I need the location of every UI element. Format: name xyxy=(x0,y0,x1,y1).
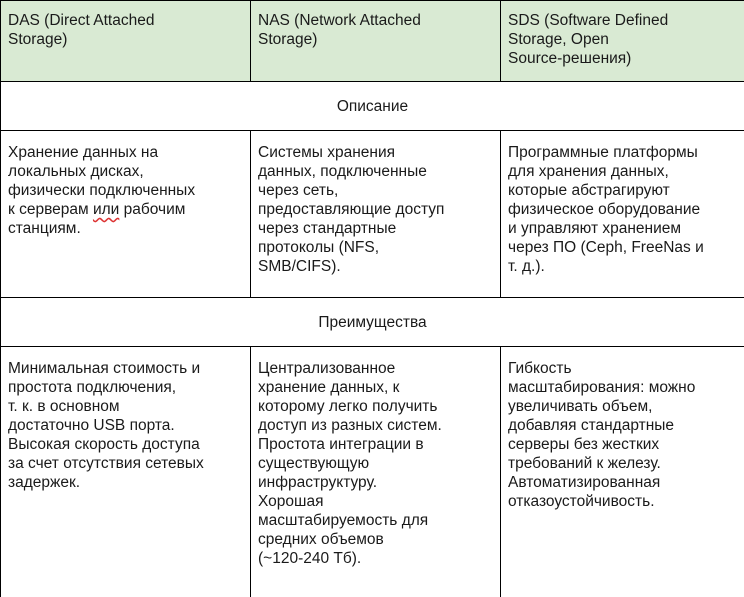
text-line: (~120-240 Тб). xyxy=(258,549,493,568)
text-line: добавляя стандартные xyxy=(508,416,737,435)
header-sds-line: SDS (Software Defined xyxy=(508,11,737,30)
text-fragment: рабочим xyxy=(119,201,185,218)
header-das-line: Storage) xyxy=(8,30,243,49)
section-row-description xyxy=(1,82,744,131)
advantages-row xyxy=(1,347,744,597)
text-line: простота подключения, xyxy=(8,378,243,397)
text-line: станциям. xyxy=(8,219,243,238)
text-line: масштабируемость для xyxy=(258,511,493,530)
text-line: т. д.). xyxy=(508,257,737,276)
description-sds xyxy=(501,131,744,298)
text-line: задержек. xyxy=(8,473,243,492)
description-das xyxy=(1,131,251,298)
text-line: требований к железу. xyxy=(508,454,737,473)
text-line: которому легко получить xyxy=(258,397,493,416)
text-line: существующую xyxy=(258,454,493,473)
advantages-das xyxy=(1,347,251,597)
header-das-line: DAS (Direct Attached xyxy=(8,11,243,30)
text-line: масштабирования: можно xyxy=(508,378,737,397)
header-sds-line: Storage, Open xyxy=(508,30,737,49)
text-line: т. к. в основном xyxy=(8,397,243,416)
text-line: Минимальная стоимость и xyxy=(8,359,243,378)
text-line: через ПО (Ceph, FreeNas и xyxy=(508,238,737,257)
description-row xyxy=(1,131,744,298)
section-title-advantages: Преимущества xyxy=(1,298,744,347)
text-line: предоставляющие доступ xyxy=(258,200,493,219)
text-line: SMB/CIFS). xyxy=(258,257,493,276)
header-das xyxy=(1,1,251,82)
header-nas-line: Storage) xyxy=(258,30,493,49)
text-line: которые абстрагируют xyxy=(508,181,737,200)
text-line: и управляют хранением xyxy=(508,219,737,238)
text-fragment: к серверам xyxy=(8,201,93,218)
text-line: для хранения данных, xyxy=(508,162,737,181)
text-line: Гибкость xyxy=(508,359,737,378)
text-line: доступ из разных систем. xyxy=(258,416,493,435)
header-nas xyxy=(251,1,501,82)
text-line: физически подключенных xyxy=(8,181,243,200)
text-line: Хранение данных на xyxy=(8,143,243,162)
text-line: Централизованное xyxy=(258,359,493,378)
description-nas xyxy=(251,131,501,298)
text-line: Высокая скорость доступа xyxy=(8,435,243,454)
text-line: серверы без жестких xyxy=(508,435,737,454)
text-line: данных, подключенные xyxy=(258,162,493,181)
text-line: хранение данных, к xyxy=(258,378,493,397)
text-line: средних объемов xyxy=(258,530,493,549)
text-line: локальных дисках, xyxy=(8,162,243,181)
text-line: отказоустойчивость. xyxy=(508,492,737,511)
text-line: через сеть, xyxy=(258,181,493,200)
header-nas-line: NAS (Network Attached xyxy=(258,11,493,30)
text-line: протоколы (NFS, xyxy=(258,238,493,257)
text-line: Системы хранения xyxy=(258,143,493,162)
text-line xyxy=(8,200,243,219)
text-line: физическое оборудование xyxy=(508,200,737,219)
header-row xyxy=(1,1,744,82)
advantages-sds xyxy=(501,347,744,597)
text-line: инфраструктуру. xyxy=(258,473,493,492)
section-title-description: Описание xyxy=(1,82,744,131)
text-line: Программные платформы xyxy=(508,143,737,162)
header-sds xyxy=(501,1,744,82)
section-row-advantages xyxy=(1,298,744,347)
text-line: увеличивать объем, xyxy=(508,397,737,416)
text-line: Хорошая xyxy=(258,492,493,511)
text-line: через стандартные xyxy=(258,219,493,238)
advantages-nas xyxy=(251,347,501,597)
text-line: Автоматизированная xyxy=(508,473,737,492)
text-line: достаточно USB порта. xyxy=(8,416,243,435)
text-line: Простота интеграции в xyxy=(258,435,493,454)
text-line: за счет отсутствия сетевых xyxy=(8,454,243,473)
spellcheck-word: или xyxy=(93,201,119,218)
header-sds-line: Source-решения) xyxy=(508,49,737,68)
